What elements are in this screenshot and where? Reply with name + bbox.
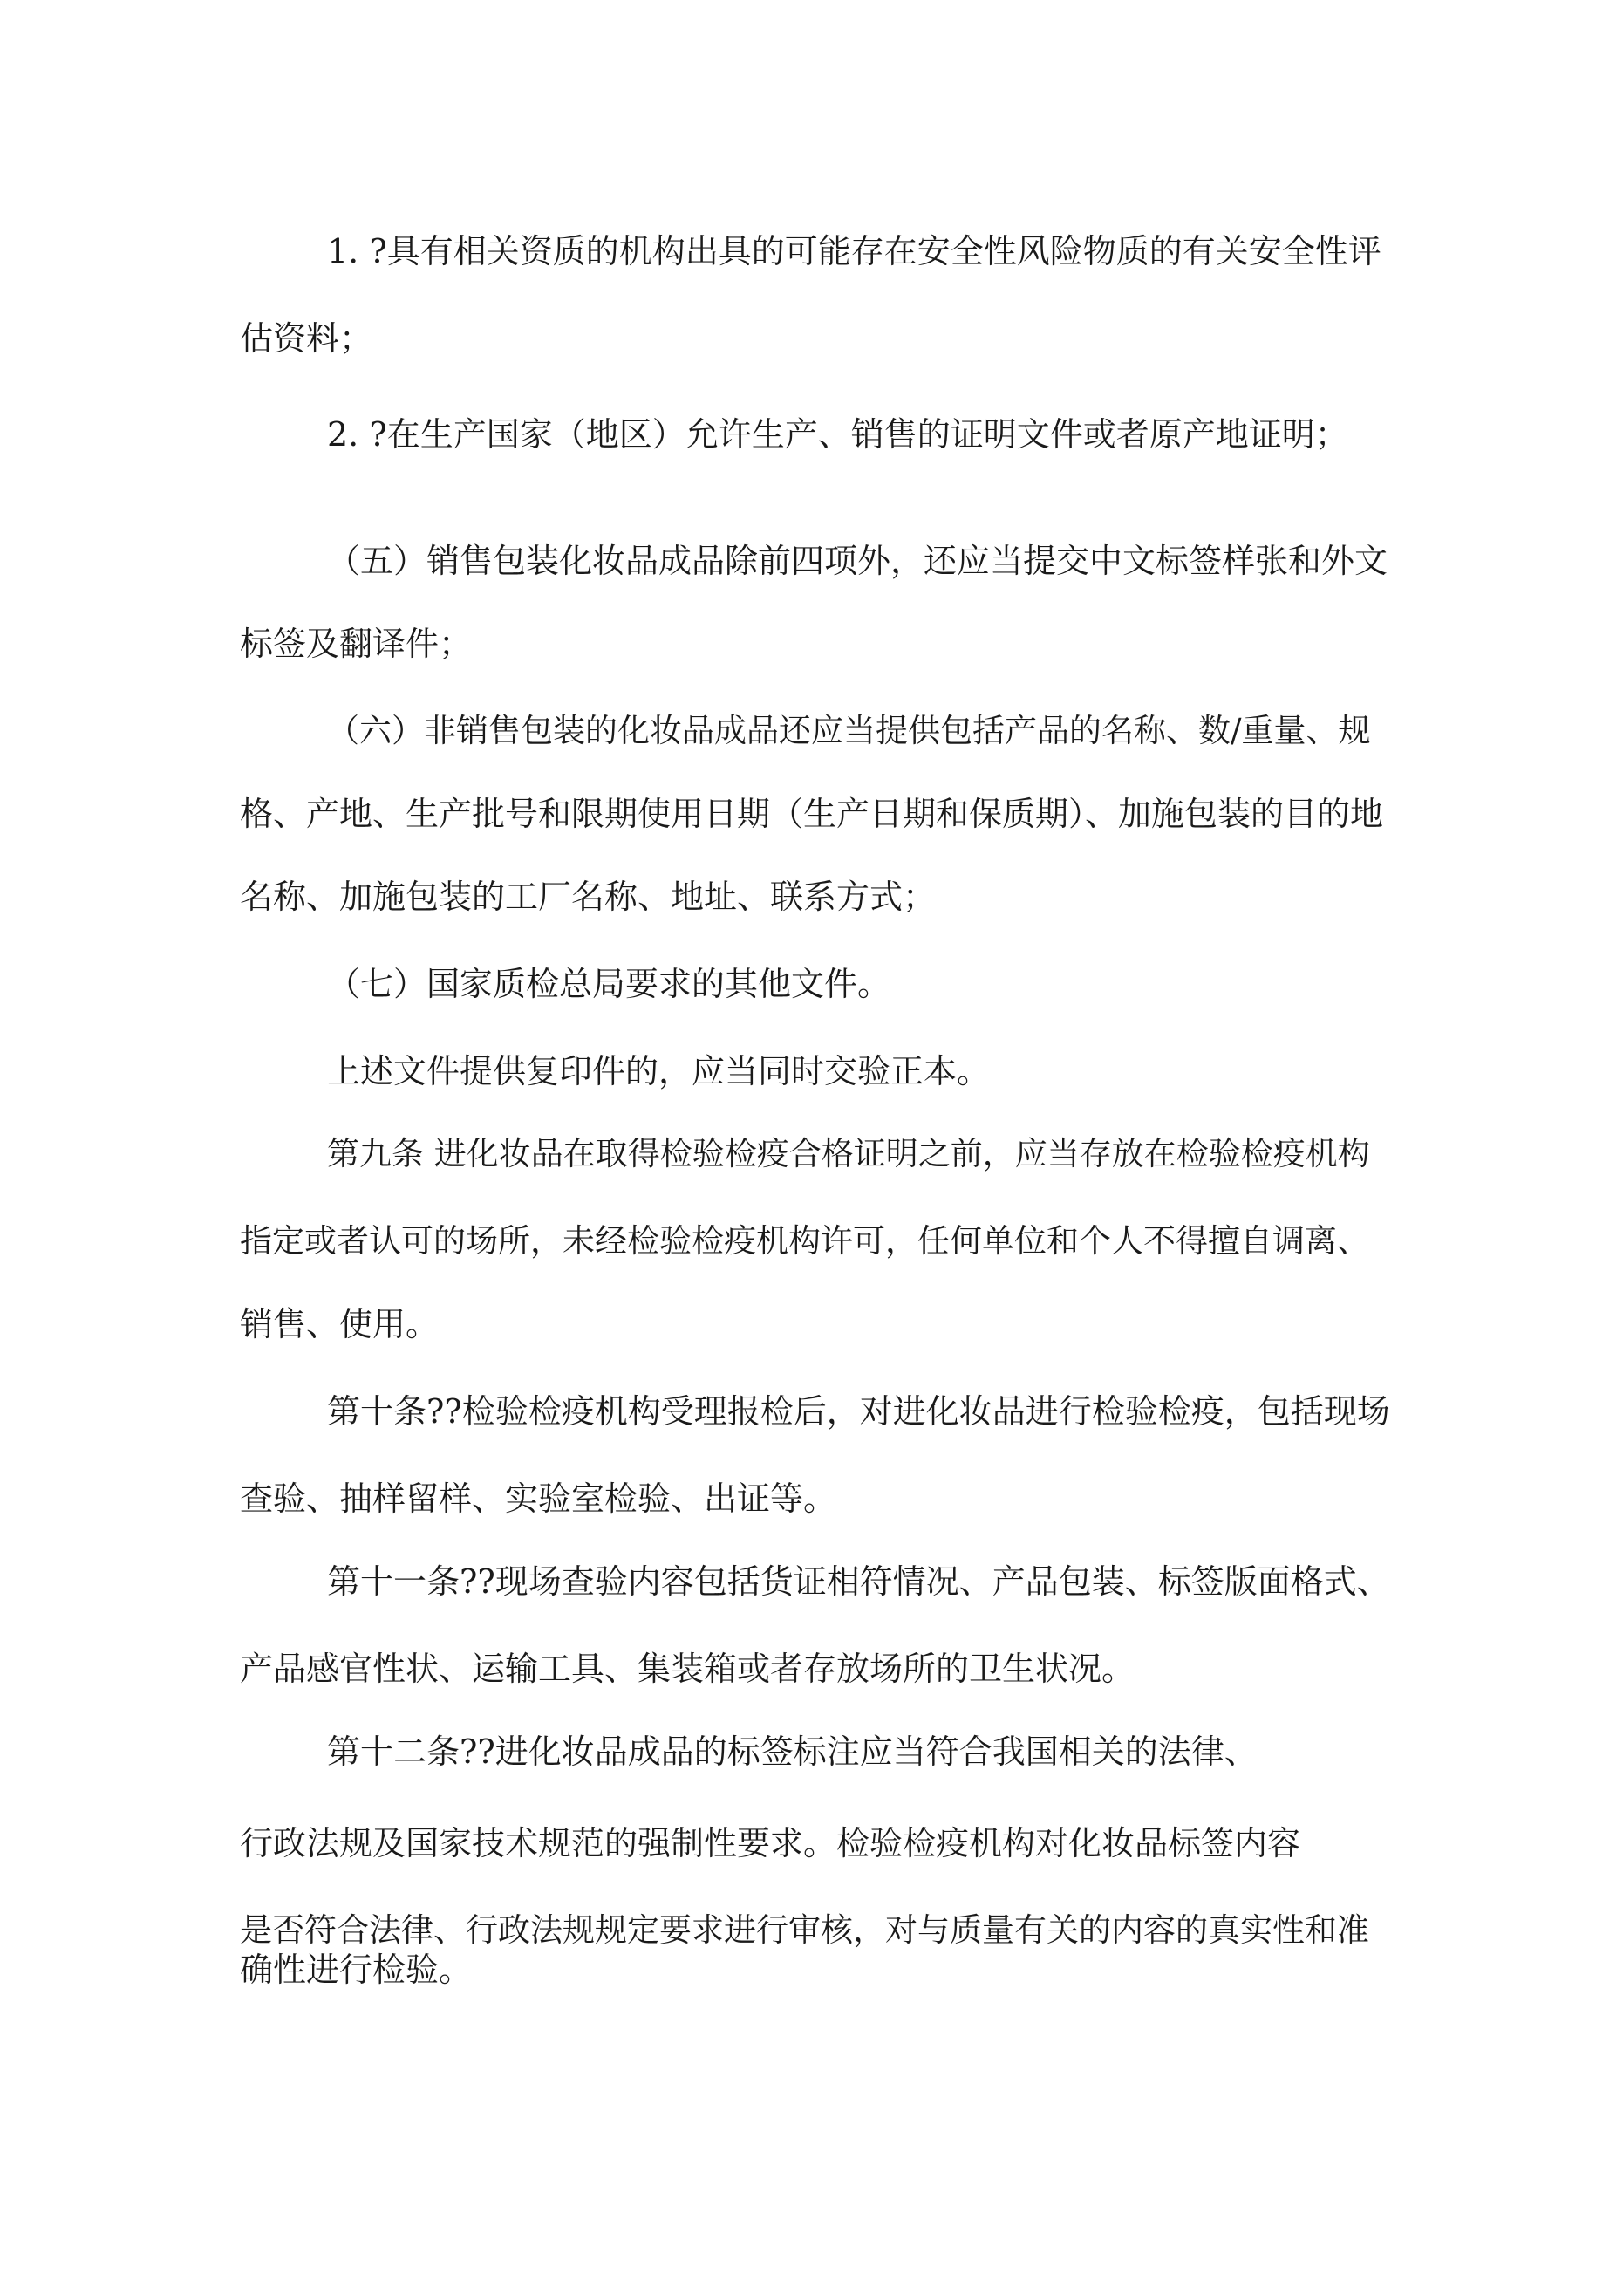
text-line: 2. ?在生产国家（地区）允许生产、销售的证明文件或者原产地证明； [327, 415, 1348, 454]
text-line: （六）非销售包装的化妆品成品还应当提供包括产品的名称、数/重量、规 [327, 712, 1371, 749]
text-line: 第十一条??现场查验内容包括货证相符情况、产品包装、标签版面格式、 [327, 1562, 1390, 1601]
text-line: 产品感官性状、运输工具、集装箱或者存放场所的卫生状况。 [240, 1650, 1135, 1688]
text-line: 第九条 进化妆品在取得检验检疫合格证明之前，应当存放在检验检疫机构 [327, 1135, 1370, 1172]
text-line: 1. ?具有相关资质的机构出具的可能存在安全性风险物质的有关安全性评 [327, 232, 1381, 270]
text-line: （七）国家质检总局要求的其他文件。 [327, 965, 891, 1003]
text-line: 是否符合法律、行政法规规定要求进行审核，对与质量有关的内容的真实性和准 [240, 1911, 1369, 1949]
text-line: 第十条??检验检疫机构受理报检后，对进化妆品进行检验检疫，包括现场 [327, 1392, 1390, 1431]
text-line: 指定或者认可的场所，未经检验检疫机构许可，任何单位和个人不得擅自调离、 [240, 1222, 1369, 1260]
text-line: 销售、使用。 [240, 1305, 440, 1343]
text-line: （五）销售包装化妆品成品除前四项外，还应当提交中文标签样张和外文 [327, 542, 1388, 580]
text-line: 格、产地、生产批号和限期使用日期（生产日期和保质期）、加施包装的目的地 [240, 795, 1384, 833]
text-line: 上述文件提供复印件的，应当同时交验正本。 [327, 1052, 991, 1090]
text-line: 查验、抽样留样、实验室检验、出证等。 [240, 1479, 837, 1518]
text-line: 第十二条??进化妆品成品的标签标注应当符合我国相关的法律、 [327, 1732, 1258, 1771]
text-line: 行政法规及国家技术规范的强制性要求。检验检疫机构对化妆品标签内容 [240, 1824, 1301, 1862]
text-line: 名称、加施包装的工厂名称、地址、联系方式； [240, 878, 937, 916]
text-line: 估资料； [240, 319, 373, 358]
text-line: 确性进行检验。 [240, 1951, 473, 1989]
text-line: 标签及翻译件； [240, 625, 473, 663]
